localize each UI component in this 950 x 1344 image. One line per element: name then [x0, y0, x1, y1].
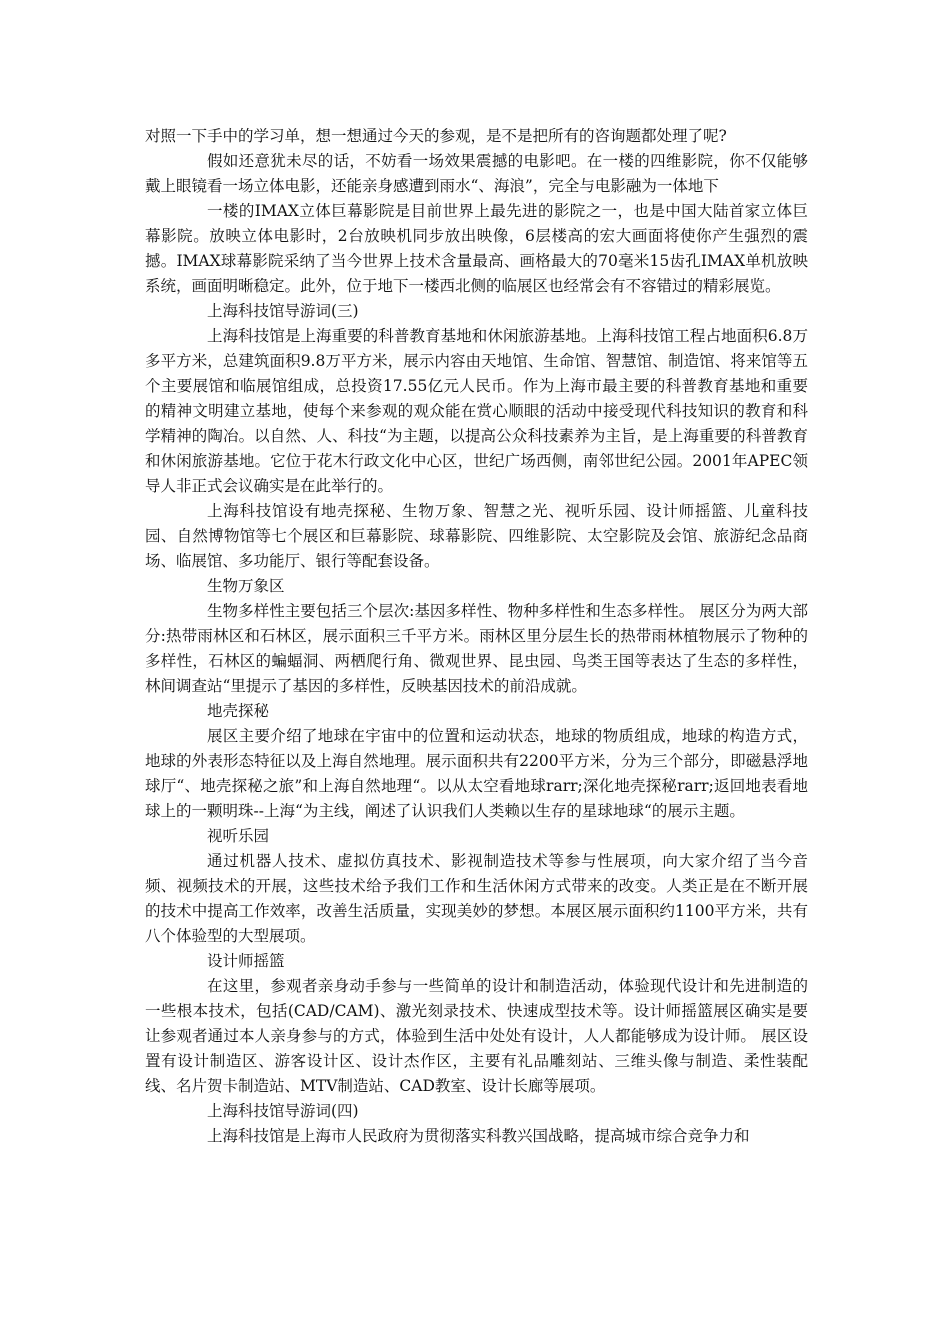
section-heading-earth: 地壳探秘 [207, 702, 270, 720]
paragraph-intro-question: 对照一下手中的学习单，想一想通过今天的参观，是不是把所有的咨询题都处理了呢? [145, 127, 727, 145]
paragraph-earth: 展区主要介绍了地球在宇宙中的位置和运动状态，地球的物质组成，地球的构造方式，地球的外表形态特征以及上海自然地理。展示面积共有2200平方米，分为三个部分，即磁悬浮地球厅“、地壳探秘之旅”和上海自然地理“。以从太空看地球rarr;深化地壳探秘rarr;返回地表看地球上的一颗明珠--上海“为主线，阐述了认识我们人类赖以生存的星球地球“的展示主题。 [145, 727, 808, 820]
paragraph-designer: 在这里，参观者亲身动手参与一些简单的设计和制造活动，体验现代设计和先进制造的一些根本技术，包括(CAD/CAM)、激光刻录技术、快速成型技术等。设计师摇篮展区确实是要让参观者通过本人亲身参与的方式，体验到生活中处处有设计，人人都能够成为设计师。 展区设置有设计制造区、游客设计区、设计杰作区，主要有礼品雕刻站、三维头像与制造、柔性装配线、名片贺卡制造站、MTV制造站、CAD教室、设计长廊等展项。 [145, 977, 808, 1095]
section-heading-guide-3: 上海科技馆导游词(三) [207, 302, 359, 320]
document-body [145, 124, 808, 1149]
section-heading-designer: 设计师摇篮 [207, 952, 285, 970]
paragraph-guide-4: 上海科技馆是上海市人民政府为贯彻落实科教兴国战略，提高城市综合竞争力和 [207, 1127, 750, 1145]
paragraph-av-park: 通过机器人技术、虚拟仿真技术、影视制造技术等参与性展项，向大家介绍了当今音频、视频技术的开展，这些技术给予我们工作和生活休闲方式带来的改变。人类正是在不断开展的技术中提高工作效率，改善生活质量，实现美妙的梦想。本展区展示面积约1100平方米，共有八个体验型的大型展项。 [145, 852, 808, 945]
section-heading-guide-4: 上海科技馆导游词(四) [207, 1102, 359, 1120]
paragraph-imax: 一楼的IMAX立体巨幕影院是目前世界上最先进的影院之一，也是中国大陆首家立体巨幕影院。放映立体电影时，2台放映机同步放出映像，6层楼高的宏大画面将使你产生强烈的震撼。IMAX球幕影院采纳了当今世界上技术含量最高、画格最大的70毫米15齿孔IMAX单机放映系统，画面明晰稳定。此外，位于地下一楼西北侧的临展区也经常会有不容错过的精彩展览。 [145, 202, 808, 295]
paragraph-biodiversity: 生物多样性主要包括三个层次:基因多样性、物种多样性和生态多样性。 展区分为两大部分:热带雨林区和石林区，展示面积三千平方米。雨林区里分层生长的热带雨林植物展示了物种的多样性，石林区的蝙蝠洞、两栖爬行角、微观世界、昆虫园、鸟类王国等表达了生态的多样性，林间调查站“里提示了基因的多样性，反映基因技术的前沿成就。 [145, 602, 808, 695]
section-heading-biodiversity: 生物万象区 [207, 577, 285, 595]
paragraph-exhibit-areas: 上海科技馆设有地壳探秘、生物万象、智慧之光、视听乐园、设计师摇篮、儿童科技园、自然博物馆等七个展区和巨幕影院、球幕影院、四维影院、太空影院及会馆、旅游纪念品商场、临展馆、多功能厅、银行等配套设备。 [145, 502, 808, 570]
paragraph-museum-overview: 上海科技馆是上海重要的科普教育基地和休闲旅游基地。上海科技馆工程占地面积6.8万多平方米，总建筑面积9.8万平方米，展示内容由天地馆、生命馆、智慧馆、制造馆、将来馆等五个主要展馆和临展馆组成，总投资17.55亿元人民币。作为上海市最主要的科普教育基地和重要的精神文明建立基地，使每个来参观的观众能在赏心顺眼的活动中接受现代科技知识的教育和科学精神的陶冶。以自然、人、科技“为主题，以提高公众科技素养为主旨，是上海重要的科普教育和休闲旅游基地。它位于花木行政文化中心区，世纪广场西侧，南邻世纪公园。2001年APEC领导人非正式会议确实是在此举行的。 [145, 327, 808, 495]
paragraph-4d-cinema: 假如还意犹未尽的话，不妨看一场效果震撼的电影吧。在一楼的四维影院，你不仅能够戴上眼镜看一场立体电影，还能亲身感遭到雨水“、海浪”，完全与电影融为一体地下 [145, 152, 808, 195]
section-heading-av-park: 视听乐园 [207, 827, 270, 845]
